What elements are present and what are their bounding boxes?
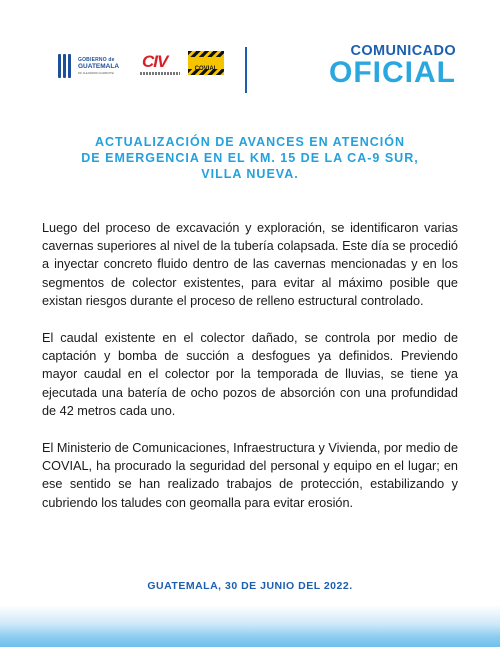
header — [0, 40, 500, 100]
civ-logo-text: CIV — [142, 52, 168, 71]
body-paragraph-3: El Ministerio de Comunicaciones, Infraestructura y Vivienda, por medio de COVIAL, ha procurado la seguridad del personal y equipo en el lugar; en ese sentido se han realizado trabajos de protección, estabilizando y cubriendo los taludes con geomalla para evitar erosión. — [42, 441, 458, 510]
gobierno-logo-line3: DR. ALEJANDRO GIAMMATTEI — [78, 71, 114, 75]
gobierno-logo-line1: GOBIERNO de — [78, 57, 115, 63]
headline-line3: VILLA NUEVA. — [201, 167, 299, 181]
body-paragraph-2: El caudal existente en el colector dañado, se controla por medio de captación y bomba de succión a desfogues ya definidos. Previendo mayor caudal en el colector por la temporada de lluvias, se tiene ya ejecutada una batería de ocho pozos de absorción con una profundidad de 42 metros cada uno. — [42, 331, 458, 418]
covial-logo-text: COVIAL — [194, 66, 218, 72]
bottom-wave-decoration — [0, 605, 500, 647]
headline-line1: ACTUALIZACIÓN DE AVANCES EN ATENCIÓN — [94, 135, 406, 149]
oficial-title: OFICIAL — [329, 56, 456, 89]
gobierno-logo-line2: GUATEMALA — [78, 63, 120, 70]
body-paragraph-1: Luego del proceso de excavación y exploración, se identificaron varias cavernas superiores al nivel de la tubería colapsada. Este día se procedió a inyectar concreto fluido dentro de las cavernas mencionadas y en los segmentos de colector existentes, para evitar al máximo posible que existan riesgos durante el proceso de relleno estructural controlado. — [42, 221, 458, 308]
header-divider — [245, 47, 247, 93]
comunicado-title: COMUNICADO — [350, 43, 456, 59]
gobierno-emblem-icon — [58, 54, 74, 78]
gobierno-guatemala-logo — [58, 52, 133, 82]
footer-date: GUATEMALA, 30 DE JUNIO DEL 2022. — [147, 580, 353, 592]
headline — [40, 134, 460, 182]
covial-logo — [188, 51, 224, 81]
civ-logo-subtext — [140, 72, 180, 75]
body-text — [42, 219, 458, 531]
civ-logo — [140, 50, 180, 84]
headline-line2: DE EMERGENCIA EN EL KM. 15 DE LA CA-9 SUR, — [81, 151, 419, 165]
